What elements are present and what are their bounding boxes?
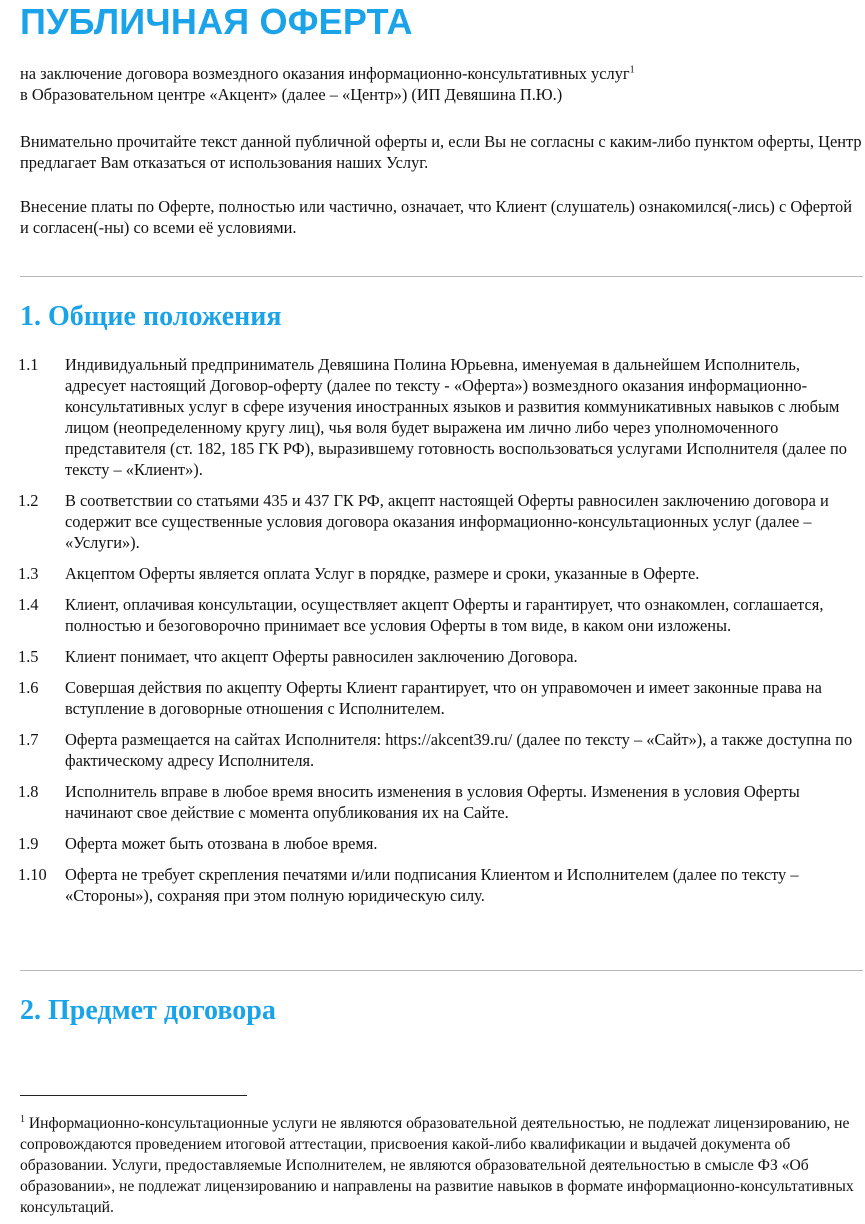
list-item-text: Оферта может быть отозвана в любое время.: [65, 834, 378, 853]
list-item: [18, 833, 863, 854]
list-item: [18, 646, 863, 667]
section-divider: [20, 276, 863, 277]
list-item-text: В соответствии со статьями 435 и 437 ГК РФ, акцепт настоящей Оферты равносилен заключению договора и содержит все существенные условия договора оказания информационно-консультационных услуг (далее – «Услуги»).: [65, 491, 829, 552]
list-item: [18, 490, 863, 553]
list-item-text: Оферта не требует скрепления печатями и/или подписания Клиентом и Исполнителем (далее по тексту – «Стороны»), сохраняя при этом полную юридическую силу.: [65, 865, 799, 905]
section-1-heading: 1. Общие положения: [20, 301, 282, 332]
list-item-text: Клиент, оплачивая консультации, осуществляет акцепт Оферты и гарантирует, что ознакомлен, соглашается, полностью и безоговорочно принимает все условия Оферты в том виде, в каком они изложены.: [65, 595, 824, 635]
footnote-mark: 1: [20, 1113, 25, 1125]
intro-line-2: в Образовательном центре «Акцент» (далее – «Центр») (ИП Девяшина П.Ю.): [20, 85, 563, 104]
list-item: [18, 729, 863, 771]
section-1-list: [18, 354, 863, 906]
list-item-text: Оферта размещается на сайтах Исполнителя: https://akcent39.ru/ (далее по тексту – «Сайт»), а также доступна по фактическому адресу Исполнителя.: [65, 730, 853, 770]
list-item-number: 1.9: [18, 834, 39, 853]
intro-line-1-text: на заключение договора возмездного оказания информационно-консультативных услуг: [20, 64, 630, 83]
section-divider: [20, 970, 863, 971]
list-item: [18, 677, 863, 719]
section-2-heading: 2. Предмет договора: [20, 995, 276, 1026]
payment-paragraph: Внесение платы по Оферте, полностью или частично, означает, что Клиент (слушатель) ознакомился(-лись) с Офертой и согласен(-ны) со всеми её условиями.: [20, 197, 852, 237]
list-item-number: 1.1: [18, 355, 39, 374]
list-item-number: 1.7: [18, 730, 39, 749]
list-item-number: 1.2: [18, 491, 39, 510]
page-title: ПУБЛИЧНАЯ ОФЕРТА: [20, 1, 413, 42]
list-item: [18, 354, 863, 480]
list-item-text: Совершая действия по акцепту Оферты Клиент гарантирует, что он управомочен и имеет законные права на вступление в договорные отношения с Исполнителем.: [65, 678, 822, 718]
list-item-number: 1.8: [18, 782, 39, 801]
list-item-number: 1.10: [18, 865, 47, 884]
footnote-reference[interactable]: 1: [629, 64, 635, 76]
list-item-text: Клиент понимает, что акцепт Оферты равносилен заключению Договора.: [65, 647, 578, 666]
intro-line-1: [20, 63, 863, 84]
list-item-number: 1.6: [18, 678, 39, 697]
intro-block: [20, 63, 863, 105]
list-item: [18, 781, 863, 823]
list-item-text: Индивидуальный предприниматель Девяшина Полина Юрьевна, именуемая в дальнейшем Исполнитель, адресует настоящий Договор-оферту (далее по тексту - «Оферта») возмездного оказания информационно-консультативных услуг в сфере изучения иностранных языков и развития коммуникативных навыков с любым лицом (неопределенному кругу лиц), чья воля будет выражена им лично либо через уполномоченного представителя (ст. 182, 185 ГК РФ), выразившему готовность воспользоваться услугами Исполнителя (далее по тексту – «Клиент»).: [65, 355, 847, 479]
list-item-text: Акцептом Оферты является оплата Услуг в порядке, размере и сроки, указанные в Оферте.: [65, 564, 700, 583]
list-item: [18, 563, 863, 584]
footnote-text: Информационно-консультационные услуги не являются образовательной деятельностью, не подлежат лицензированию, не сопровождаются проведением итоговой аттестации, присвоения какой-либо квалификации и выдачей документа об образовании. Услуги, предоставляемые Исполнителем, не являются образовательной деятельностью в смысле ФЗ «Об образовании», не подлежат лицензированию и направлены на развитие навыков в формате информационно-консультативных консультаций.: [20, 1115, 854, 1216]
list-item-text: Исполнитель вправе в любое время вносить изменения в условия Оферты. Изменения в условия Оферты начинают свое действие с момента опубликования их на Сайте.: [65, 782, 800, 822]
list-item-number: 1.4: [18, 595, 39, 614]
footnote-divider: [20, 1095, 247, 1096]
warning-paragraph: Внимательно прочитайте текст данной публичной оферты и, если Вы не согласны с каким-либо пунктом оферты, Центр предлагает Вам отказаться от использования наших Услуг.: [20, 132, 862, 172]
list-item-number: 1.5: [18, 647, 39, 666]
list-item-number: 1.3: [18, 564, 39, 583]
footnote: [20, 1113, 863, 1218]
list-item: [18, 864, 863, 906]
list-item: [18, 594, 863, 636]
